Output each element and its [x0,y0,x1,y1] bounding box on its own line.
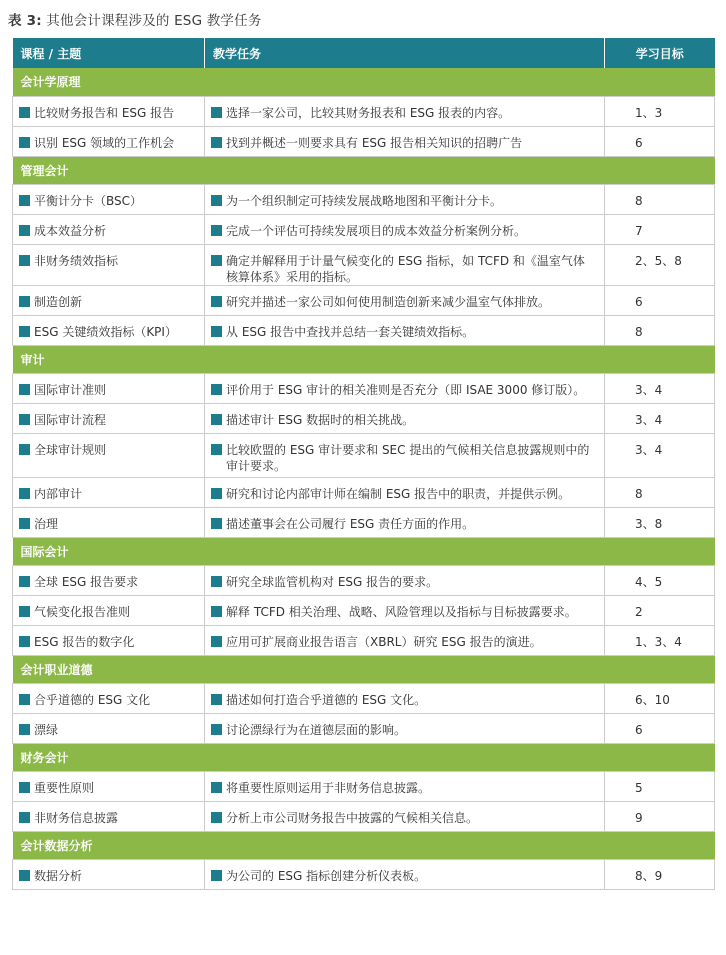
task-text: 从 ESG 报告中查找并总结一套关键绩效指标。 [226,324,475,339]
topic [13,374,204,398]
task [205,478,604,502]
square-bullet-icon [211,724,222,735]
topic-cell [13,859,205,889]
caption-title: 其他会计课程涉及的 ESG 教学任务 [41,13,262,29]
square-bullet-icon [211,636,222,647]
square-bullet-icon [211,137,222,148]
topic-text: 成本效益分析 [34,223,107,238]
square-bullet-icon [19,195,30,206]
square-bullet-icon [211,694,222,705]
section-title: 审计 [13,345,715,373]
topic-cell [13,477,205,507]
section-title: 会计学原理 [13,68,715,96]
section-row [13,345,715,373]
topic [13,860,204,884]
task-cell [205,433,605,477]
task-text: 比较欧盟的 ESG 审计要求和 SEC 提出的气候相关信息披露规则中的审计要求。 [226,442,590,473]
topic [13,684,204,708]
objectives-text: 2 [635,604,643,619]
objectives-cell [605,713,715,743]
task [205,185,604,209]
square-bullet-icon [19,518,30,529]
task-text: 选择一家公司，比较其财务报表和 ESG 报表的内容。 [226,105,511,120]
objectives-text: 6、10 [635,692,670,707]
topic-text: 平衡计分卡（BSC） [34,193,143,208]
section-title: 国际会计 [13,537,715,565]
topic [13,802,204,826]
table-row [13,595,715,625]
task [205,127,604,151]
square-bullet-icon [211,326,222,337]
task-cell [205,403,605,433]
objectives-text: 3、4 [635,412,663,427]
task-cell [205,126,605,156]
objectives-cell [605,96,715,126]
table-row [13,96,715,126]
topic-text: 非财务绩效指标 [34,253,119,268]
section-row [13,537,715,565]
header-row [13,38,715,68]
topic-cell [13,403,205,433]
task-cell [205,184,605,214]
topic [13,127,204,151]
square-bullet-icon [211,606,222,617]
table-caption [8,9,262,29]
topic-text: 国际审计准则 [34,382,107,397]
topic-cell [13,771,205,801]
task [205,286,604,310]
objectives-cell [605,859,715,889]
table-row [13,683,715,713]
task [205,566,604,590]
table-row [13,244,715,285]
topic [13,97,204,121]
square-bullet-icon [19,606,30,617]
topic-cell [13,96,205,126]
topic-text: 数据分析 [34,868,83,883]
square-bullet-icon [211,518,222,529]
objectives-cell [605,565,715,595]
objectives-cell [605,801,715,831]
square-bullet-icon [19,576,30,587]
task [205,684,604,708]
topic-cell [13,565,205,595]
objectives-text: 4、5 [635,574,663,589]
objectives-cell [605,285,715,315]
topic-text: 治理 [34,516,59,531]
header-objectives: 学习目标 [605,38,715,68]
task-text: 应用可扩展商业报告语言（XBRL）研究 ESG 报告的演进。 [226,634,542,649]
square-bullet-icon [211,225,222,236]
square-bullet-icon [19,107,30,118]
table-row [13,565,715,595]
topic [13,434,204,458]
task-text: 找到并概述一则要求具有 ESG 报告相关知识的招聘广告 [226,135,523,150]
section-row [13,743,715,771]
topic-text: 识别 ESG 领域的工作机会 [34,135,175,150]
objectives-text: 3、4 [635,382,663,397]
objectives-cell [605,683,715,713]
section-title: 财务会计 [13,743,715,771]
square-bullet-icon [19,414,30,425]
square-bullet-icon [19,225,30,236]
objectives-text: 2、5、8 [635,253,682,268]
topic-text: 合乎道德的 ESG 文化 [34,692,151,707]
square-bullet-icon [211,444,222,455]
objectives-cell [605,403,715,433]
objectives-cell [605,315,715,345]
square-bullet-icon [19,326,30,337]
topic [13,596,204,620]
square-bullet-icon [19,296,30,307]
table-row [13,403,715,433]
objectives-text: 6 [635,722,643,737]
square-bullet-icon [19,255,30,266]
square-bullet-icon [19,694,30,705]
square-bullet-icon [19,636,30,647]
objectives-text: 3、8 [635,516,663,531]
task-cell [205,244,605,285]
task-text: 讨论漂绿行为在道德层面的影响。 [226,722,407,737]
section-row [13,655,715,683]
square-bullet-icon [19,384,30,395]
task-text: 描述如何打造合乎道德的 ESG 文化。 [226,692,427,707]
topic [13,626,204,650]
topic-text: 国际审计流程 [34,412,107,427]
task-text: 描述董事会在公司履行 ESG 责任方面的作用。 [226,516,475,531]
objectives-cell [605,625,715,655]
task-text: 研究并描述一家公司如何使用制造创新来减少温室气体排放。 [226,294,551,309]
topic [13,714,204,738]
section-title: 管理会计 [13,156,715,184]
task-cell [205,565,605,595]
topic [13,316,204,340]
task-cell [205,859,605,889]
topic-text: 制造创新 [34,294,83,309]
objectives-cell [605,126,715,156]
objectives-text: 8 [635,486,643,501]
topic-cell [13,214,205,244]
topic-text: 内部审计 [34,486,83,501]
objectives-cell [605,477,715,507]
topic-cell [13,801,205,831]
topic-text: 气候变化报告准则 [34,604,131,619]
topic [13,185,204,209]
task [205,714,604,738]
topic [13,508,204,532]
topic-text: 漂绿 [34,722,59,737]
table-row [13,214,715,244]
task-cell [205,373,605,403]
table-body [13,68,715,889]
table-row [13,184,715,214]
task-cell [205,625,605,655]
section-row [13,68,715,96]
section-title: 会计数据分析 [13,831,715,859]
task-text: 评价用于 ESG 审计的相关准则是否充分（即 ISAE 3000 修订版）。 [226,382,586,397]
task-cell [205,507,605,537]
square-bullet-icon [19,812,30,823]
task [205,434,604,474]
topic [13,215,204,239]
topic-cell [13,683,205,713]
table-row [13,625,715,655]
objectives-cell [605,595,715,625]
task-cell [205,96,605,126]
square-bullet-icon [211,107,222,118]
task-cell [205,285,605,315]
topic-cell [13,433,205,477]
task-cell [205,214,605,244]
task [205,316,604,340]
objectives-text: 7 [635,223,643,238]
topic-text: ESG 报告的数字化 [34,634,135,649]
task-text: 完成一个评估可持续发展项目的成本效益分析案例分析。 [226,223,527,238]
topic-cell [13,507,205,537]
topic [13,245,204,269]
topic-text: 比较财务报告和 ESG 报告 [34,105,175,120]
task-text: 将重要性原则运用于非财务信息披露。 [226,780,431,795]
objectives-text: 8、9 [635,868,663,883]
task-cell [205,683,605,713]
objectives-cell [605,373,715,403]
square-bullet-icon [211,576,222,587]
objectives-cell [605,507,715,537]
topic-cell [13,713,205,743]
task [205,860,604,884]
objectives-cell [605,184,715,214]
objectives-text: 1、3 [635,105,663,120]
task-text: 解释 TCFD 相关治理、战略、风险管理以及指标与目标披露要求。 [226,604,577,619]
task-cell [205,771,605,801]
objectives-text: 6 [635,135,643,150]
square-bullet-icon [211,812,222,823]
objectives-text: 1、3、4 [635,634,682,649]
table-row [13,771,715,801]
task [205,374,604,398]
topic-text: 全球 ESG 报告要求 [34,574,139,589]
header-topic: 课程 / 主题 [13,38,205,68]
table-row [13,507,715,537]
topic-cell [13,244,205,285]
topic-cell [13,373,205,403]
section-title: 会计职业道德 [13,655,715,683]
table-row [13,477,715,507]
objectives-text: 8 [635,193,643,208]
table-row [13,801,715,831]
task [205,245,604,285]
square-bullet-icon [211,255,222,266]
table-row [13,433,715,477]
table-row [13,713,715,743]
topic-cell [13,184,205,214]
objectives-text: 5 [635,780,643,795]
objectives-cell [605,244,715,285]
topic [13,286,204,310]
square-bullet-icon [211,195,222,206]
section-row [13,156,715,184]
topic-cell [13,595,205,625]
topic [13,772,204,796]
header-task: 教学任务 [205,38,605,68]
task [205,772,604,796]
table-row [13,315,715,345]
objectives-cell [605,433,715,477]
task [205,508,604,532]
square-bullet-icon [19,488,30,499]
task-text: 为一个组织制定可持续发展战略地图和平衡计分卡。 [226,193,503,208]
task-cell [205,801,605,831]
task-cell [205,595,605,625]
square-bullet-icon [19,444,30,455]
objectives-cell [605,214,715,244]
task-text: 研究和讨论内部审计师在编制 ESG 报告中的职责，并提供示例。 [226,486,571,501]
task-cell [205,477,605,507]
square-bullet-icon [211,782,222,793]
task-text: 为公司的 ESG 指标创建分析仪表板。 [226,868,427,883]
topic-cell [13,625,205,655]
square-bullet-icon [19,137,30,148]
topic-cell [13,315,205,345]
topic-cell [13,285,205,315]
task-cell [205,315,605,345]
topic-text: 非财务信息披露 [34,810,119,825]
objectives-text: 6 [635,294,643,309]
square-bullet-icon [211,870,222,881]
square-bullet-icon [211,414,222,425]
task-text: 分析上市公司财务报告中披露的气候相关信息。 [226,810,479,825]
task [205,215,604,239]
task-text: 研究全球监管机构对 ESG 报告的要求。 [226,574,439,589]
objectives-text: 9 [635,810,643,825]
topic [13,404,204,428]
task [205,626,604,650]
objectives-text: 3、4 [635,442,663,457]
esg-tasks-table [12,38,715,890]
task-text: 确定并解释用于计量气候变化的 ESG 指标，如 TCFD 和《温室气体核算体系》采用的指标。 [226,253,585,284]
task [205,404,604,428]
topic-cell [13,126,205,156]
table-row [13,126,715,156]
square-bullet-icon [211,488,222,499]
table-row [13,373,715,403]
topic-text: 全球审计规则 [34,442,107,457]
square-bullet-icon [211,296,222,307]
topic-text: 重要性原则 [34,780,95,795]
topic-text: ESG 关键绩效指标（KPI） [34,324,177,339]
objectives-cell [605,771,715,801]
topic [13,478,204,502]
topic [13,566,204,590]
task-cell [205,713,605,743]
task [205,596,604,620]
square-bullet-icon [19,870,30,881]
task [205,802,604,826]
square-bullet-icon [211,384,222,395]
task-text: 描述审计 ESG 数据时的相关挑战。 [226,412,415,427]
table-row [13,285,715,315]
table-row [13,859,715,889]
square-bullet-icon [19,782,30,793]
task [205,97,604,121]
section-row [13,831,715,859]
objectives-text: 8 [635,324,643,339]
caption-label: 表 3: [8,13,42,29]
square-bullet-icon [19,724,30,735]
